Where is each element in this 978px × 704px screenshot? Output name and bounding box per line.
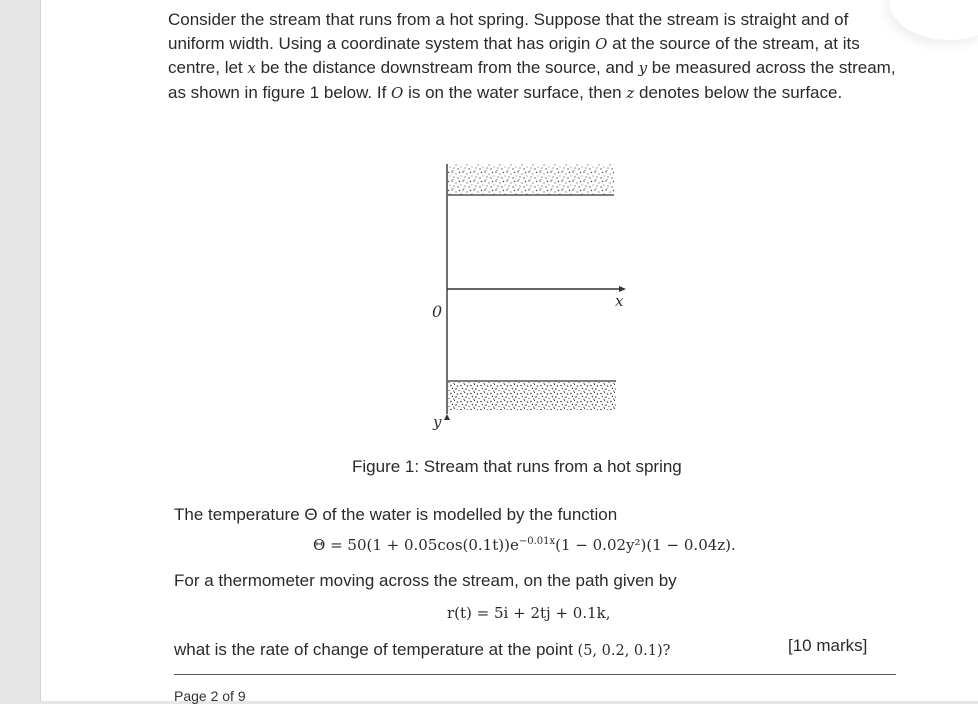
x-symbol: x xyxy=(247,59,256,77)
intro-text-2: at the source of the stream, at its centre, let xyxy=(168,33,860,77)
origin-symbol-2: O xyxy=(391,83,404,102)
origin-symbol: O xyxy=(595,34,608,53)
y-axis-label: y xyxy=(433,413,442,431)
question-text xyxy=(174,640,670,660)
y-symbol: y xyxy=(638,59,648,77)
bottom-bank-sand xyxy=(448,381,616,410)
path-equation: r(t) = 5i + 2tj + 0.1k, xyxy=(447,604,611,622)
temperature-equation xyxy=(313,536,736,554)
intro-text-6: denotes below the surface. xyxy=(634,82,843,102)
page-footer: Page 2 of 9 xyxy=(174,688,246,704)
temperature-equation-tail: (1 − 0.02y²)(1 − 0.04z). xyxy=(555,536,736,554)
intro-text-3: be the distance downstream from the source, and xyxy=(255,58,639,77)
z-symbol: z xyxy=(626,83,635,102)
question-text-main: what is the rate of change of temperature at the point xyxy=(174,640,578,659)
temperature-equation-main: Θ = 50(1 + 0.05cos(0.1t))e xyxy=(313,536,519,554)
intro-text-5: is on the water surface, then xyxy=(403,82,627,102)
x-axis-label: x xyxy=(615,292,624,310)
intro-text-1: Consider the stream that runs from a hot spring. Suppose that the stream is straight and of uniform width. Using a coordinate system that has origin xyxy=(168,10,849,53)
intro-text-4: be measured across the stream, as shown in figure 1 below. If xyxy=(168,58,896,102)
question-point: (5, 0.2, 0.1)? xyxy=(577,643,671,659)
origin-label: 0 xyxy=(432,302,443,321)
figure-caption: Figure 1: Stream that runs from a hot spring xyxy=(352,457,682,476)
temperature-equation-exponent: −0.01x xyxy=(518,536,556,547)
temperature-text: The temperature Θ of the water is modelled by the function xyxy=(174,505,618,524)
path-text: For a thermometer moving across the stream, on the path given by xyxy=(174,571,677,590)
top-bank-sand xyxy=(448,164,614,195)
marks-label: [10 marks] xyxy=(788,636,868,655)
y-axis-arrow xyxy=(444,414,450,420)
footer-rule xyxy=(174,674,896,675)
